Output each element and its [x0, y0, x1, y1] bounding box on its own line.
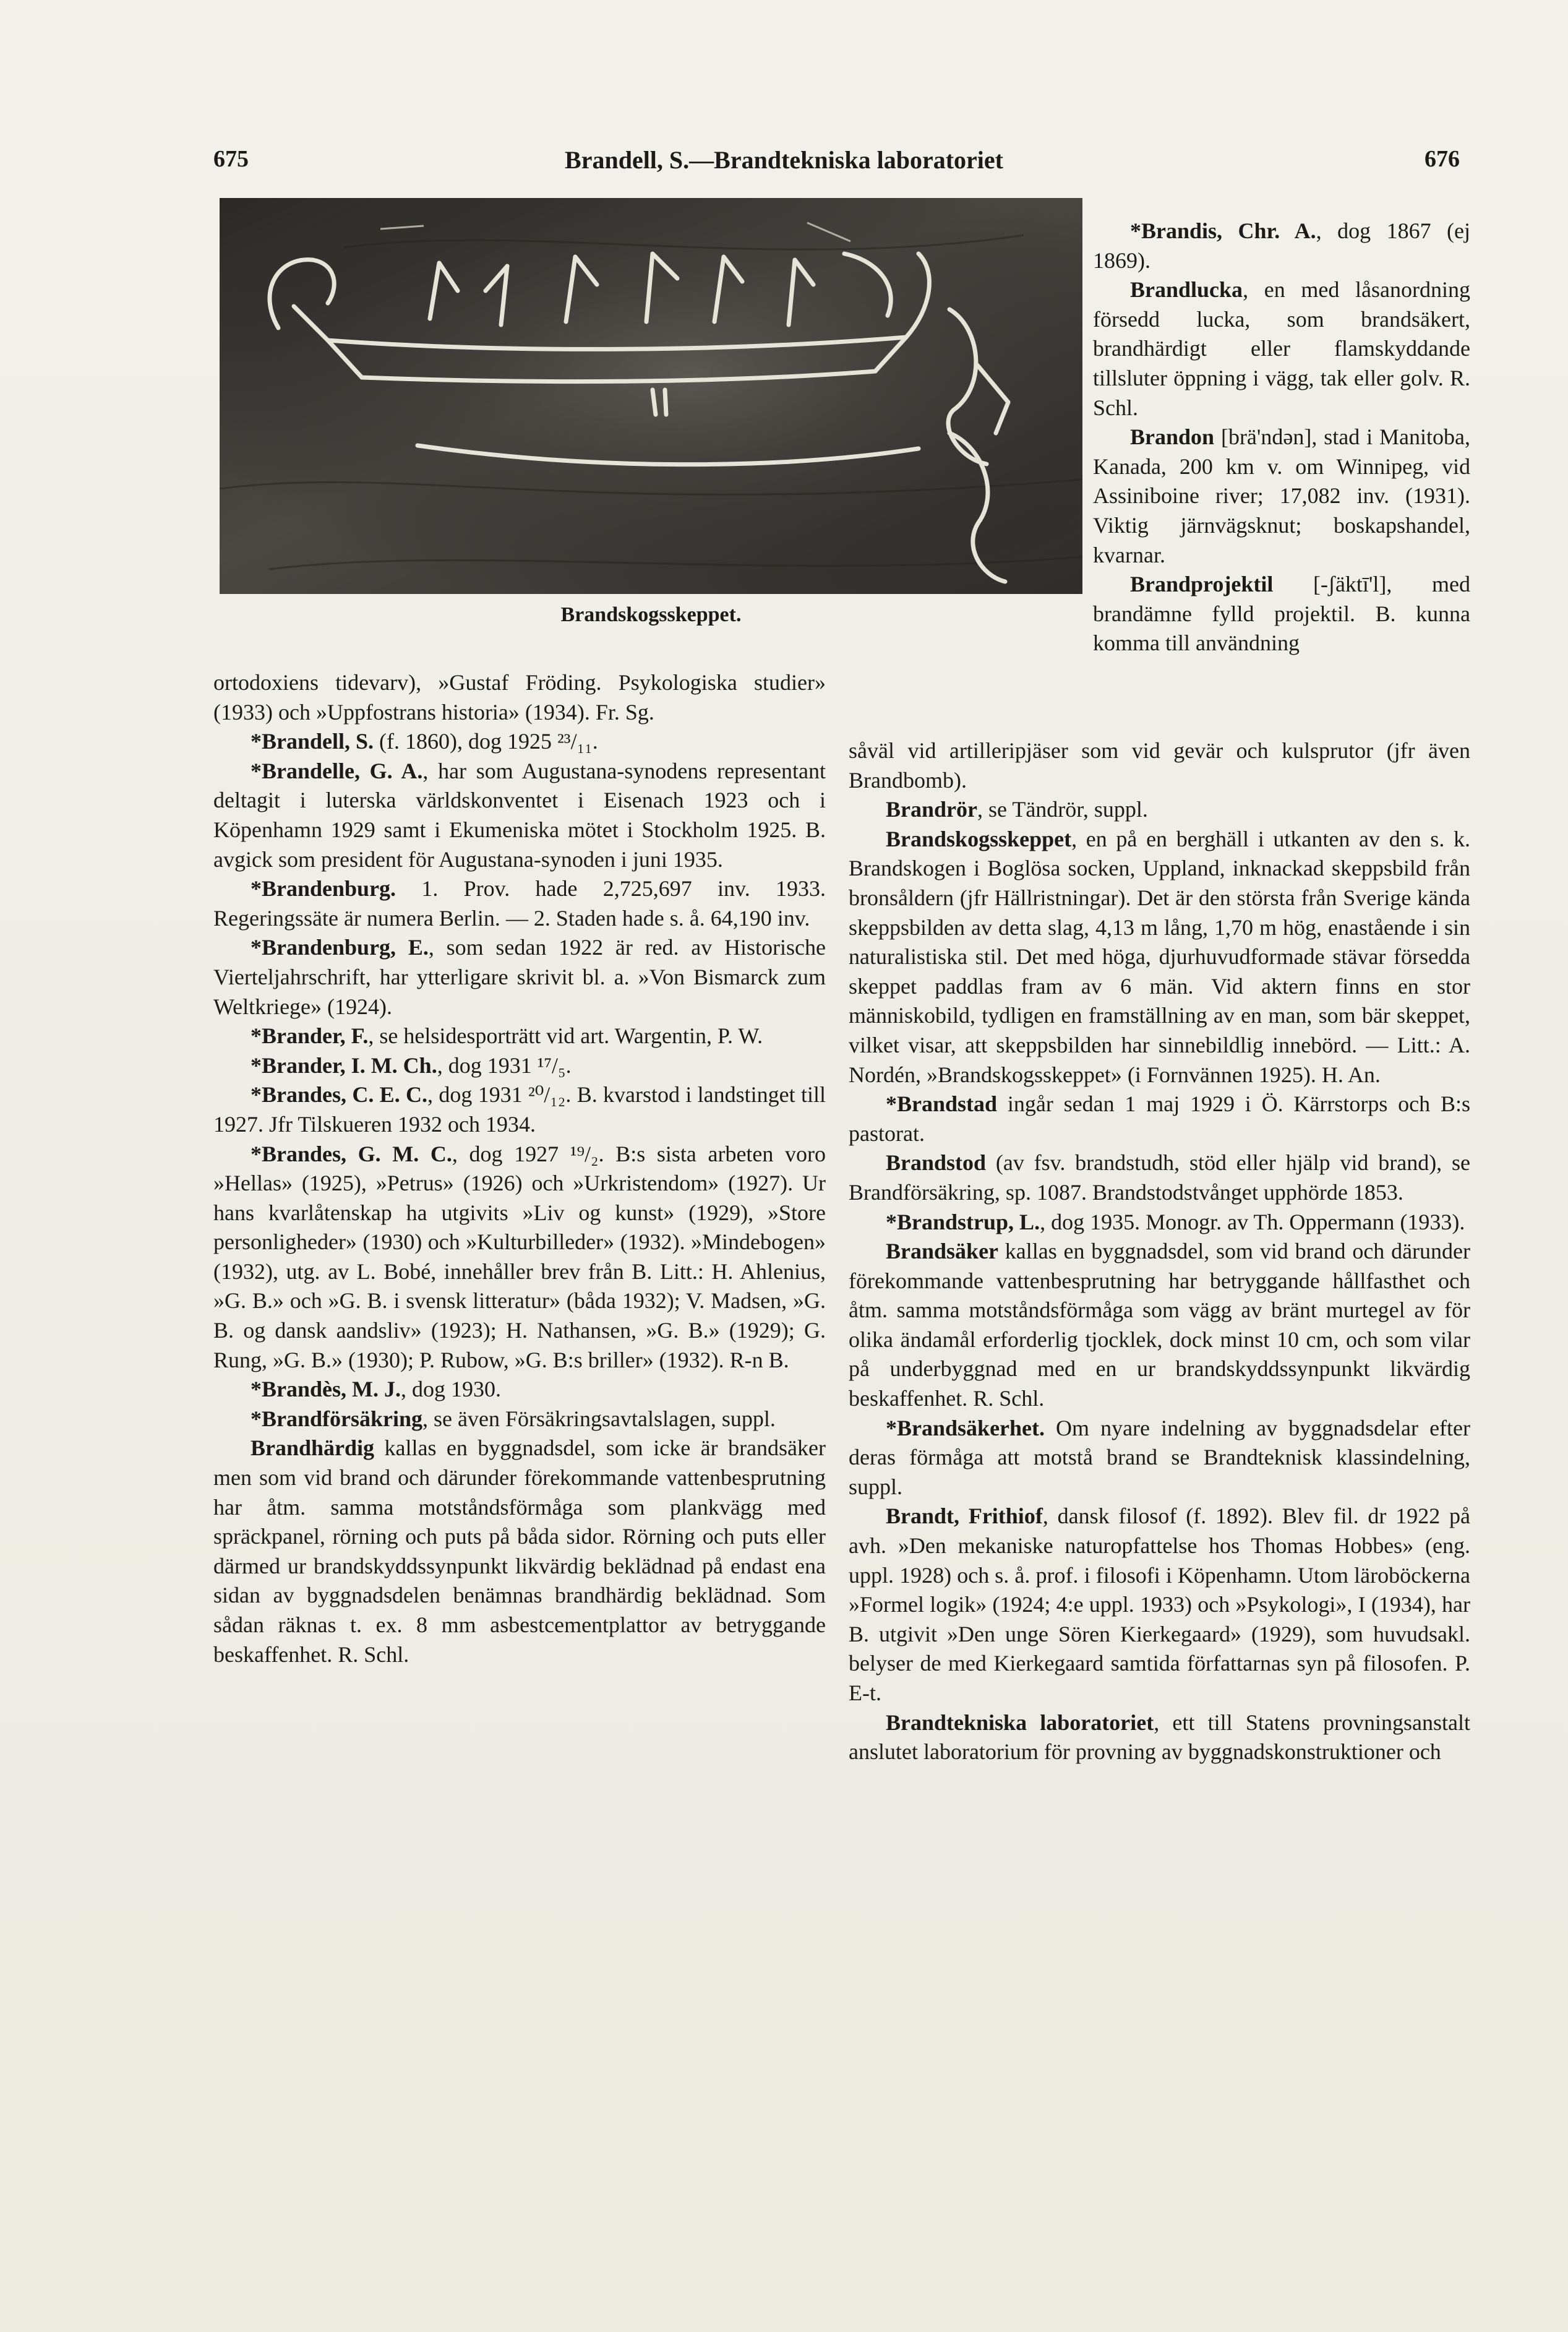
right-column	[849, 736, 1470, 1767]
entry	[213, 668, 826, 727]
ship-carving-image	[220, 198, 1082, 594]
entry-text: , se helsidesporträtt vid art. Wargentin, P. W.	[368, 1023, 763, 1049]
entry	[849, 1237, 1470, 1414]
entry-text: (av fsv. brandstudh, stöd eller hjälp vid brand), se Brandförsäkring, sp. 1087. Brandstodstvånget upphörde 1853.	[849, 1150, 1470, 1205]
entry	[849, 1148, 1470, 1207]
entry-headword: Brandprojektil	[1130, 572, 1274, 597]
entry-text: , en på en berghäll i utkanten av den s. k. Brandskogen i Boglösa socken, Uppland, inknackad skeppsbild från bronsåldern (jfr Hällristningar). Det är den största från Sverige kända skeppsbilden av detta slag, 4,13 m lång, 1,70 m hög, enastående i sin naturalistiska stil. Det med höga, djurhuvudformade stävar försedda skeppet paddlas fram av 6 män. Vid aktern finns en stor människobild, tydligen en framställning av en man, som bär skeppet, vilket visar, att skeppsbilden har sinnebildlig innebörd. — Litt.: A. Nordén, »Brandskogsskeppet» (i Fornvännen 1925). H. An.	[849, 826, 1470, 1087]
entry-text: , dansk filosof (f. 1892). Blev fil. dr 1922 på avh. »Den mekaniske naturopfattelse hos Thomas Hobbes» (eng. uppl. 1928) och s. å. prof. i filosofi i Köpenhamn. Utom läroböckerna »Formel logik» (1924; 4:e uppl. 1933) och »Psykologi», I (1934), har B. utgivit »Den unge Sören Kierkegaard» (1929), som huvudsakl. belyser de med Kierkegaard samtida författarnas syn på filosofen. P. E-t.	[849, 1504, 1470, 1705]
entry-headword: *Brandförsäkring	[251, 1406, 423, 1431]
entry-text: ortodoxiens tidevarv), »Gustaf Fröding. Psykologiska studier» (1933) och »Uppfostrans historia» (1934). Fr. Sg.	[213, 670, 826, 725]
entry-headword: *Brandenburg, E.	[251, 935, 429, 960]
entry-text: , dog 1931 ²⁰/₁₂. B. kvarstod i landstinget till 1927. Jfr Tilskueren 1932 och 1934.	[213, 1082, 826, 1137]
entry-headword: Brandon	[1130, 424, 1215, 450]
entry-headword: Brandhärdig	[251, 1435, 375, 1461]
entry-text: , ett till Statens provningsanstalt anslutet laboratorium för provning av byggnadskonstruktioner och	[849, 1710, 1470, 1765]
entry	[849, 1414, 1470, 1502]
entry	[213, 1080, 826, 1139]
entry-headword: Brandlucka	[1130, 277, 1243, 303]
entry	[1093, 423, 1470, 570]
running-header: Brandell, S.—Brandtekniska laboratoriet	[565, 146, 1003, 174]
entry-text: Om nyare indelning av byggnadsdelar efter deras förmåga att motstå brand se Brandteknisk klassindelning, suppl.	[849, 1415, 1470, 1499]
entry	[849, 1502, 1470, 1708]
entry-headword: *Brandsäkerhet.	[886, 1415, 1045, 1440]
entry-headword: *Brander, I. M. Ch.	[251, 1052, 437, 1078]
entry-headword: *Brandis, Chr. A.	[1130, 218, 1316, 243]
entry-headword: *Brandes, G. M. C.	[251, 1141, 452, 1166]
entry-text: kallas en byggnadsdel, som vid brand och därunder förekommande vattenbesprutning har betryggande hållfasthet och åtm. samma motståndsförmåga som vägg av bränt murtegel av för olika ändamål erforderlig tjocklek, dock minst 10 cm, och som vilar på underbyggnad med en ur brandskyddssynpunkt likvärdig beskaffenhet. R. Schl.	[849, 1239, 1470, 1411]
entry-text: 1. Prov. hade 2,725,697 inv. 1933. Regeringssäte är numera Berlin. — 2. Staden hade s. å. 64,190 inv.	[213, 876, 826, 931]
entry-headword: *Brandelle, G. A.	[251, 758, 423, 783]
entry	[849, 1090, 1470, 1148]
entry-headword: *Brandès, M. J.	[251, 1377, 401, 1402]
entry	[213, 874, 826, 933]
entry-headword: Brandstod	[886, 1150, 987, 1176]
entry	[849, 795, 1470, 825]
entry-text: såväl vid artilleripjäser som vid gevär och kulsprutor (jfr även Brandbomb).	[849, 738, 1470, 793]
entry	[213, 1405, 826, 1434]
entry-text: , dog 1931 ¹⁷/₅.	[437, 1052, 572, 1078]
entry-text: , som sedan 1922 är red. av Historische Vierteljahrschrift, har ytterligare skrivit bl. a. »Von Bismarck zum Weltkriege» (1924).	[213, 935, 826, 1019]
entry	[1093, 570, 1470, 658]
entry-headword: *Brandes, C. E. C.	[251, 1082, 428, 1108]
right-column-top	[1093, 217, 1470, 658]
entry-headword: Brandsäker	[886, 1239, 999, 1264]
entry-text: , dog 1927 ¹⁹/₂. B:s sista arbeten voro »Hellas» (1925), »Petrus» (1926) och »Urkristendom» (1927). Ur hans kvarlåtenskap ha utgivits »Liv og kunst» (1929), »Store personligheder» (1930) och »Kulturbilleder» (1932). »Mindebogen» (1932), utg. av L. Bobé, innehåller brev från B. Litt.: H. Ahlenius, »G. B.» och »G. B. i svensk litteratur» (båda 1932); V. Madsen, »G. B. og dansk aandsliv» (1923); H. Nathansen, »G. B.» (1929); G. Rung, »G. B.» (1930); P. Rubow, »G. B:s briller» (1932). R-n B.	[213, 1141, 826, 1372]
entry	[849, 736, 1470, 795]
entry-text: , se Tändrör, suppl.	[977, 797, 1148, 822]
entry-text: , dog 1867 (ej 1869).	[1093, 218, 1471, 273]
entry-headword: Brandtekniska laboratoriet	[886, 1710, 1154, 1735]
entry	[213, 1140, 826, 1375]
entry	[213, 1051, 826, 1081]
rock-carving-photo	[220, 198, 1082, 594]
entry	[1093, 275, 1470, 423]
entry-headword: *Brander, F.	[251, 1023, 369, 1049]
entry-headword: *Brandstad	[886, 1091, 998, 1117]
entry-text: , se även Försäkringsavtalslagen, suppl.	[422, 1406, 776, 1431]
entry	[213, 757, 826, 874]
entry-headword: *Brandstrup, L.	[886, 1209, 1040, 1234]
left-column	[213, 668, 826, 1669]
entry-headword: *Brandenburg.	[251, 876, 396, 901]
entry	[849, 1708, 1470, 1767]
entry-text: ingår sedan 1 maj 1929 i Ö. Kärrstorps och B:s pastorat.	[849, 1091, 1470, 1146]
entry-text: kallas en byggnadsdel, som icke är brandsäker men som vid brand och därunder förekommande vattenbesprutning har åtm. samma motståndsförmåga som plankvägg med spräckpanel, rörning och puts på båda sidor. Rörning och puts eller därmed ur brandskyddssynpunkt likvärdig beklädnad på endast ena sidan av byggnadsdelen benämnas brandhärdig beklädnad. Som sådan räknas t. ex. 8 mm asbestcementplattor av betryggande beskaffenhet. R. Schl.	[213, 1435, 826, 1667]
entry-text: , har som Augustana-synodens representant deltagit i luterska världskonventet i Eisenach 1923 och i Köpenhamn 1929 samt i Ekumeniska mötet i Stockholm 1925. B. avgick som president för Augustana-synoden i juni 1935.	[213, 758, 826, 872]
entry-headword: Brandskogsskeppet	[886, 826, 1072, 851]
entry-text: [-ʃäktī'l], med brandämne fylld projektil. B. kunna komma till användning	[1093, 572, 1470, 656]
entry	[213, 1375, 826, 1405]
entry	[1093, 217, 1470, 275]
page-number-right: 676	[1424, 146, 1460, 172]
entry-text: [brä'ndən], stad i Manitoba, Kanada, 200 km v. om Winnipeg, vid Assiniboine river; 17,082 inv. (1931). Viktig järnvägsknut; boskapshandel, kvarnar.	[1093, 424, 1470, 567]
entry-headword: Brandt, Frithiof	[886, 1504, 1043, 1529]
entry-text: , dog 1930.	[401, 1377, 501, 1402]
entry	[849, 1208, 1470, 1237]
entry	[213, 1434, 826, 1669]
entry-headword: Brandrör	[886, 797, 977, 822]
page-number-left: 675	[213, 146, 249, 172]
entry-headword: *Brandell, S.	[251, 729, 374, 754]
entry	[213, 1022, 826, 1051]
entry-text: (f. 1860), dog 1925 ²³/₁₁.	[374, 729, 598, 754]
entry	[213, 933, 826, 1022]
entry	[849, 825, 1470, 1090]
entry-text: , en med låsanordning försedd lucka, som brandsäkert, brandhärdigt eller flamskyddande tillsluter öppning i vägg, tak eller golv. R. Schl.	[1093, 277, 1470, 420]
figure-caption: Brandskogsskeppet.	[560, 603, 742, 626]
entry	[213, 727, 826, 757]
entry-text: , dog 1935. Monogr. av Th. Oppermann (1933).	[1040, 1209, 1465, 1234]
